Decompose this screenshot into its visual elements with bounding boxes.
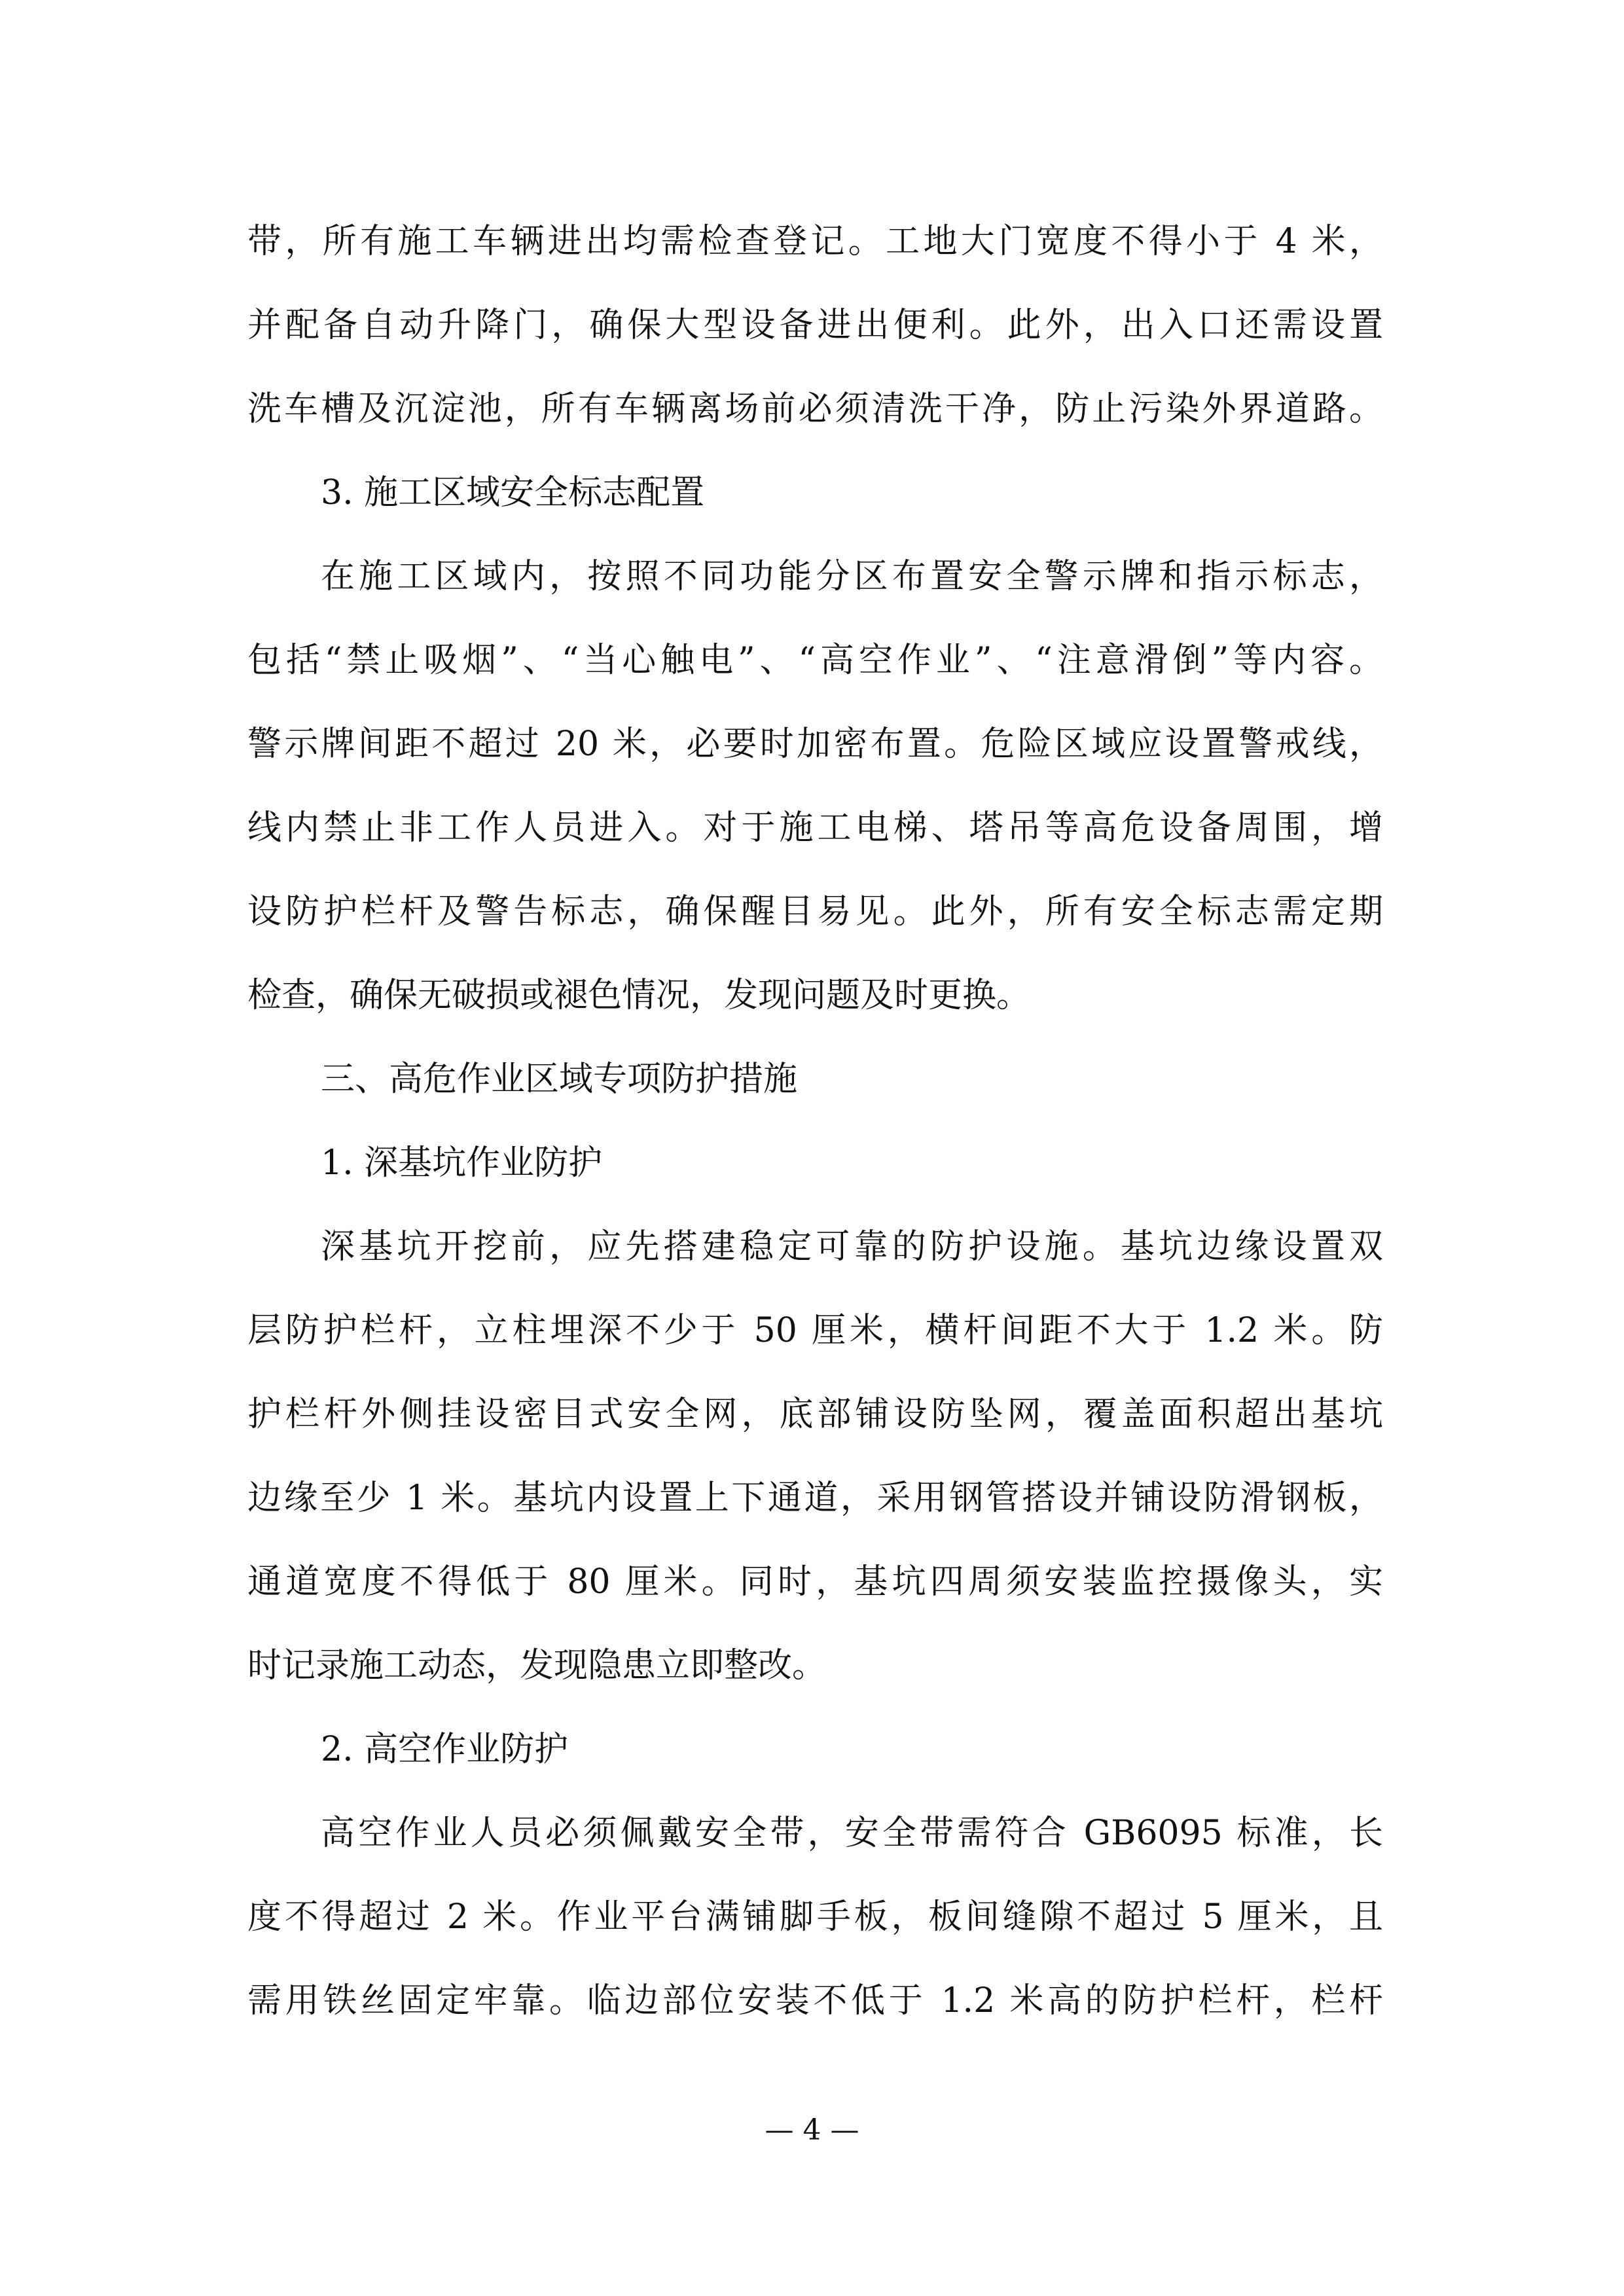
text-line-9: 设防护栏杆及警告标志，确保醒目易见。此外，所有安全标志需定期 [247,892,1383,931]
body-text [247,200,1383,2043]
text-line-5: 在施工区域内，按照不同功能分区布置安全警示牌和指示标志， [321,557,1383,596]
text-line-8: 线内禁止非工作人员进入。对于施工电梯、塔吊等高危设备周围，增 [247,808,1383,848]
text-line-20: 高空作业人员必须佩戴安全带，安全带需符合 GB6095 标准，长 [321,1814,1383,1853]
text-line-3: 洗车槽及沉淀池，所有车辆离场前必须清洗干净，防止污染外界道路。 [247,389,1383,429]
text-line-10: 检查，确保无破损或褪色情况，发现问题及时更换。 [247,976,1031,1015]
text-line-6: 包括“禁止吸烟”、“当心触电”、“高空作业”、“注意滑倒”等内容。 [247,641,1383,680]
section-heading-1: 1. 深基坑作业防护 [321,1143,603,1183]
text-line-2: 并配备自动升降门，确保大型设备进出便利。此外，出入口还需设置 [247,306,1383,345]
text-line-15: 护栏杆外侧挂设密目式安全网，底部铺设防坠网，覆盖面积超出基坑 [247,1395,1383,1434]
chapter-heading-3: 三、高危作业区域专项防护措施 [321,1060,798,1099]
text-line-13: 深基坑开挖前，应先搭建稳定可靠的防护设施。基坑边缘设置双 [321,1227,1383,1266]
page-number: — 4 — [765,2113,859,2147]
text-line-17: 通道宽度不得低于 80 厘米。同时，基坑四周须安装监控摄像头，实 [247,1562,1383,1602]
text-line-22: 需用铁丝固定牢靠。临边部位安装不低于 1.2 米高的防护栏杆，栏杆 [247,1981,1383,2020]
text-line-1: 带，所有施工车辆进出均需检查登记。工地大门宽度不得小于 4 米， [247,222,1383,261]
text-line-7: 警示牌间距不超过 20 米，必要时加密布置。危险区域应设置警戒线， [247,725,1383,764]
text-line-14: 层防护栏杆，立柱埋深不少于 50 厘米，横杆间距不大于 1.2 米。防 [247,1311,1383,1350]
section-heading-3: 3. 施工区域安全标志配置 [321,473,705,512]
text-line-21: 度不得超过 2 米。作业平台满铺脚手板，板间缝隙不超过 5 厘米，且 [247,1897,1383,1937]
text-line-16: 边缘至少 1 米。基坑内设置上下通道，采用钢管搭设并铺设防滑钢板， [247,1479,1383,1518]
section-heading-2: 2. 高空作业防护 [321,1730,569,1769]
text-line-18: 时记录施工动态，发现隐患立即整改。 [247,1646,827,1685]
